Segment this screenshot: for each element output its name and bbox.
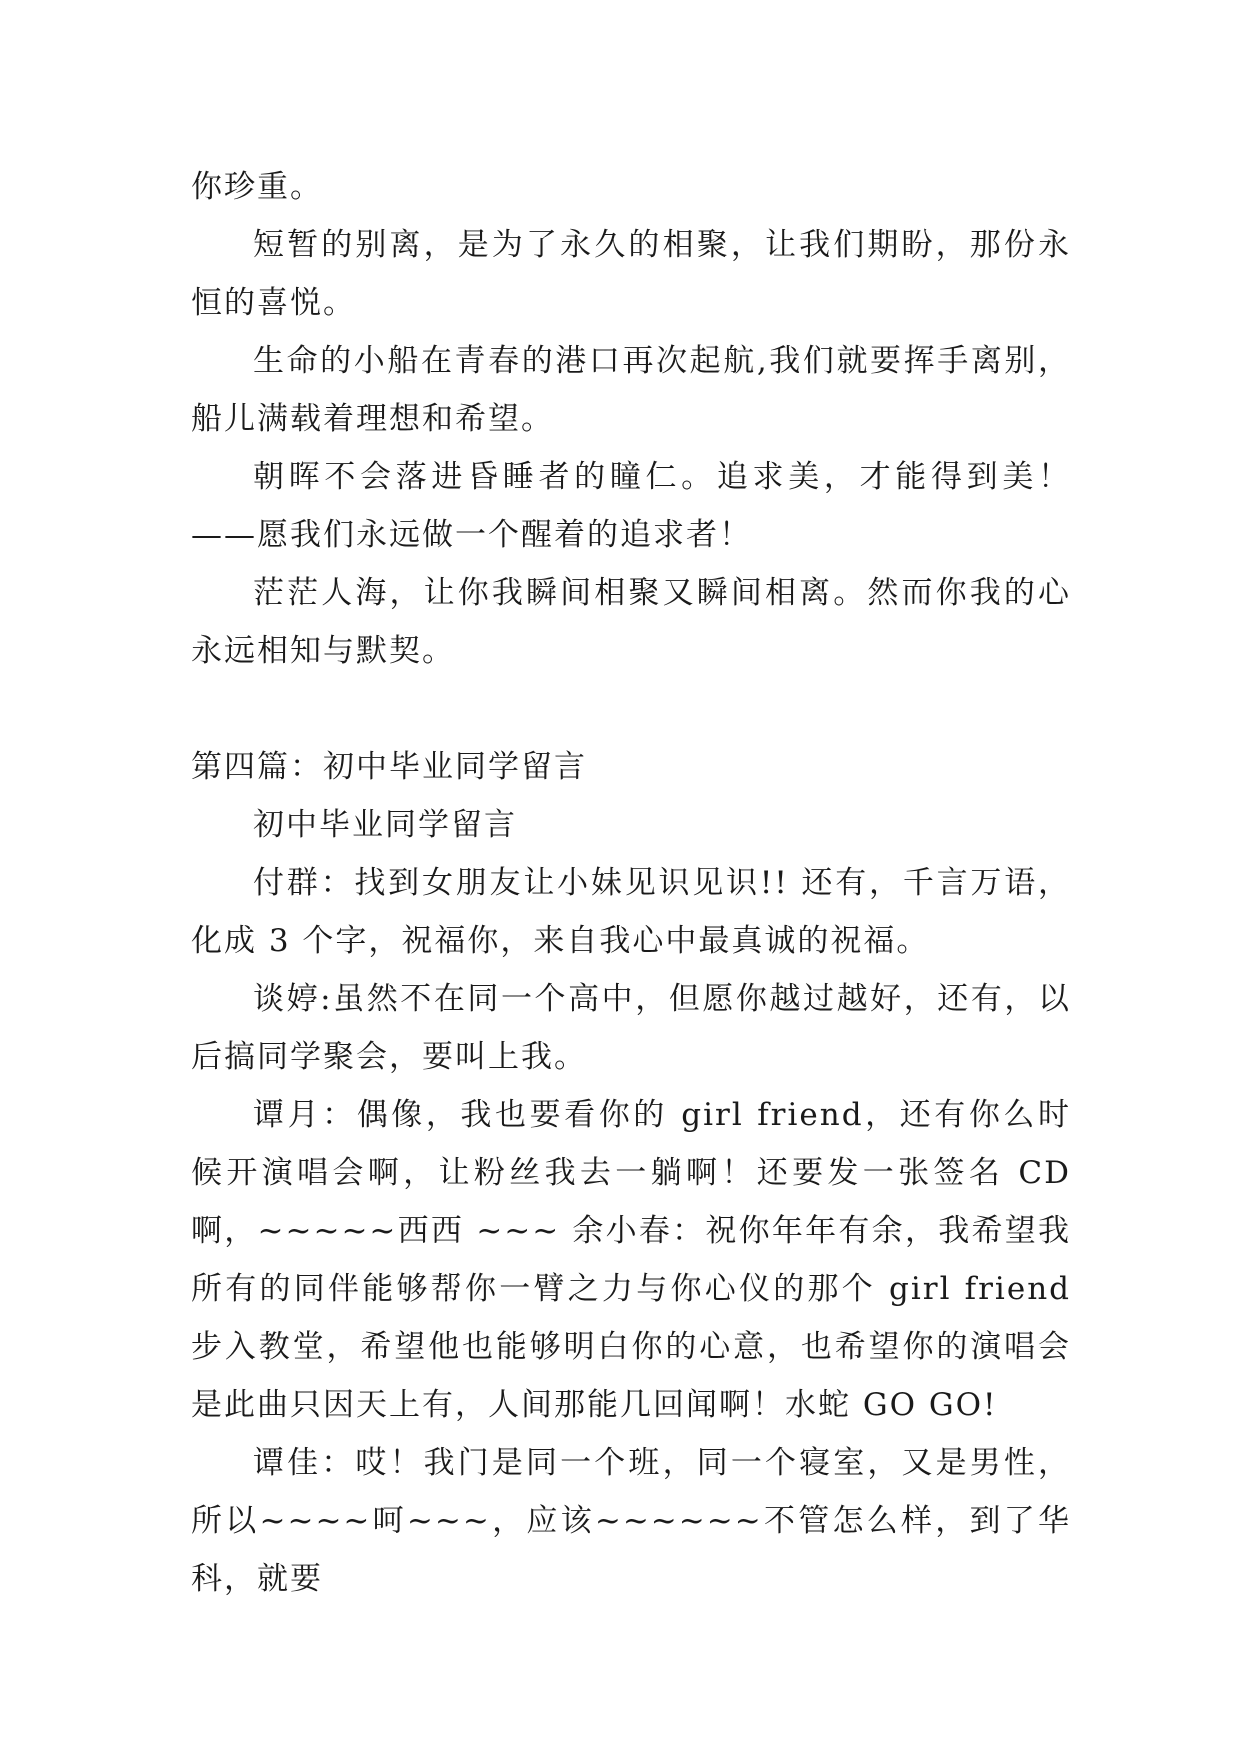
document-body: [191, 158, 1071, 1608]
section-heading: 第四篇：初中毕业同学留言: [191, 749, 587, 785]
paragraph: 短暂的别离，是为了永久的相聚，让我们期盼，那份永恒的喜悦。: [191, 227, 1071, 321]
paragraph: 朝晖不会落进昏睡者的瞳仁。追求美，才能得到美！——愿我们永远做一个醒着的追求者！: [191, 459, 1071, 553]
section-title: 初中毕业同学留言: [253, 807, 517, 843]
paragraph: 茫茫人海，让你我瞬间相聚又瞬间相离。然而你我的心永远相知与默契。: [191, 575, 1071, 669]
paragraph-continuation: 你珍重。: [191, 169, 323, 205]
message-paragraph: 谈婷:虽然不在同一个高中，但愿你越过越好，还有，以后搞同学聚会，要叫上我。: [191, 981, 1071, 1075]
message-paragraph: 付群：找到女朋友让小妹见识见识!! 还有，千言万语，化成 3 个字，祝福你，来自我心中最真诚的祝福。: [191, 865, 1071, 959]
section-spacer: [191, 680, 1071, 738]
message-paragraph: 谭佳：哎！我门是同一个班，同一个寝室，又是男性，所以~~~~呵~~~，应该~~~~~~不管怎么样，到了华科，就要: [191, 1445, 1071, 1597]
paragraph: 生命的小船在青春的港口再次起航,我们就要挥手离别，船儿满载着理想和希望。: [191, 343, 1071, 437]
message-paragraph: 谭月：偶像，我也要看你的 girl friend，还有你么时候开演唱会啊，让粉丝我去一躺啊！还要发一张签名 CD 啊，~~~~~西西 ~~~ 余小春：祝你年年有余，我希望我所有的同伴能够帮你一臂之力与你心仪的那个 girl friend 步入教堂，希望他也能够明白你的心意，也希望你的演唱会是此曲只因天上有，人间那能几回闻啊！水蛇 GO GO!: [191, 1097, 1071, 1423]
